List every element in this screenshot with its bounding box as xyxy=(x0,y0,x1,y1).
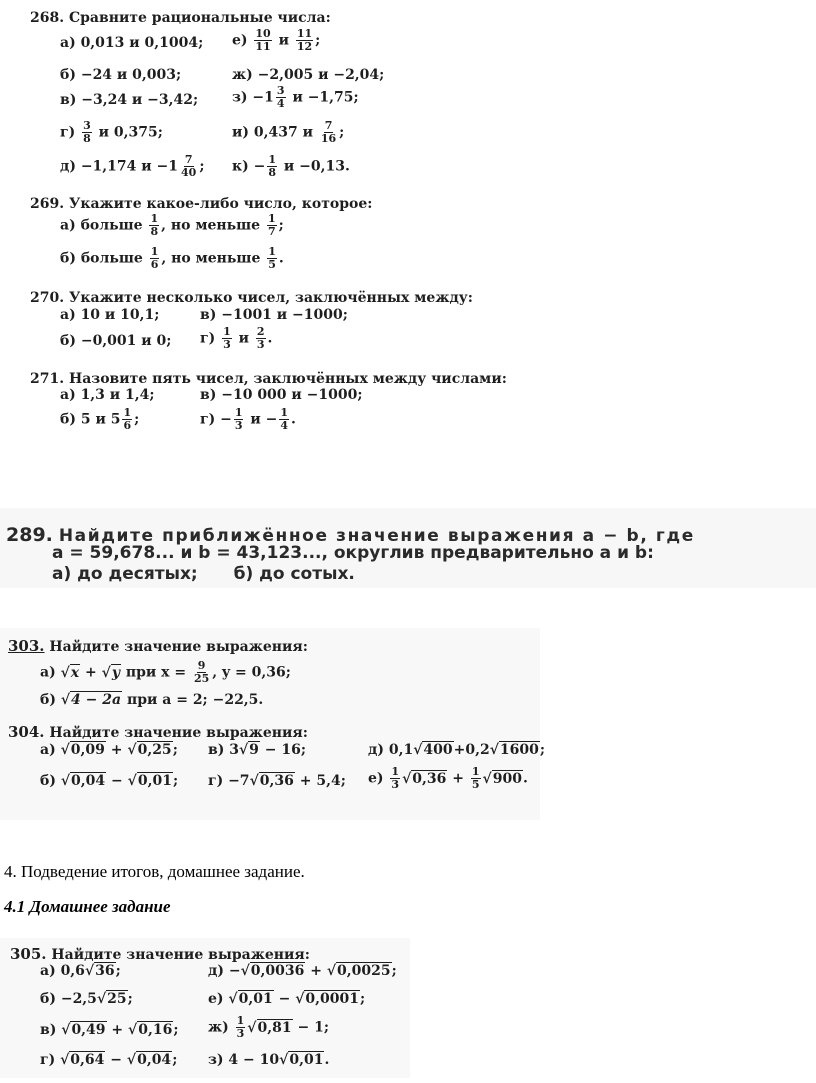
item-268-zh: ж) −2,005 и −2,04; xyxy=(232,67,385,83)
problem-269-header: 269. Укажите какое-либо число, которое: xyxy=(30,196,373,212)
problem-number: 268. xyxy=(30,10,65,26)
problem-304-header: 304. Найдите значение выражения: xyxy=(8,723,308,741)
item-305-v: в) √ 0,49 + √ 0,16; xyxy=(40,1022,179,1038)
item-268-g: г) $\frac{3}{8}$ и 0,375; xyxy=(60,119,163,145)
problem-289-line2: a = 59,678... и b = 43,123..., округлив предварительно a и b: xyxy=(52,543,654,563)
item-304-d: д) 0,1√ 400+0,2√ 1600; xyxy=(368,742,545,758)
item-305-e: е) √ 0,01 − √ 0,0001; xyxy=(208,991,365,1007)
item-269-a: а) больше $\frac{1}{8}$ , но меньше $\frac{1}{7}$ ; xyxy=(60,212,284,238)
item-304-v: в) 3√ 9 − 16; xyxy=(208,742,306,758)
problem-271-header: 271. Назовите пять чисел, заключённых между числами: xyxy=(30,371,507,387)
item-268-d: д) −1,174 и −1 $\frac{7}{40}$ ; xyxy=(60,153,205,179)
item-270-b: б) −0,001 и 0; xyxy=(60,333,172,349)
problem-268-header xyxy=(30,10,331,26)
item-271-a: а) 1,3 и 1,4; xyxy=(60,387,155,403)
problem-289-line1: 289. Найдите приближённое значение выражения a − b, где xyxy=(6,524,695,546)
item-304-a: а) √ 0,09 + √ 0,25; xyxy=(40,742,178,758)
problem-title: Сравните рациональные числа: xyxy=(68,10,331,26)
item-305-a: а) 0,6√ 36; xyxy=(40,963,121,979)
item-268-b: б) −24 и 0,003; xyxy=(60,67,182,83)
section-summary-heading: 4. Подведение итогов, домашнее задание. xyxy=(4,862,305,881)
problem-289-line3: а) до десятых; б) до сотых. xyxy=(52,564,355,584)
item-268-z: з) −1 $\frac{3}{4}$ и −1,75; xyxy=(232,84,359,110)
problem-270-header: 270. Укажите несколько чисел, заключённых между: xyxy=(30,290,473,306)
item-268-a: а) 0,013 и 0,1004; xyxy=(60,35,204,51)
item-269-b: б) больше $\frac{1}{6}$ , но меньше $\frac{1}{5}$ . xyxy=(60,245,284,271)
item-305-g: г) √ 0,64 − √ 0,04; xyxy=(40,1052,177,1068)
problem-305-header: 305. Найдите значение выражения: xyxy=(10,945,310,963)
item-303-b: б) √ 4 − 2a при a = 2; −22,5. xyxy=(40,692,263,708)
item-305-z: з) 4 − 10√ 0,01. xyxy=(208,1052,329,1068)
item-305-b: б) −2,5√ 25; xyxy=(40,991,133,1007)
item-304-e: е) $\frac{1}{3}$ √ 0,36 + $\frac{1}{5}$ √ 900. xyxy=(368,766,528,791)
item-305-d: д) −√ 0,0036 + √ 0,0025; xyxy=(208,963,397,979)
item-270-g: г) $\frac{1}{3}$ и $\frac{2}{3}$ . xyxy=(200,325,273,351)
item-268-e: е) $\frac{10}{11}$ и $\frac{11}{12}$ ; xyxy=(232,27,321,53)
problem-303-header: 303. Найдите значение выражения: xyxy=(8,637,308,655)
homework-heading: 4.1 Домашнее задание xyxy=(4,897,171,916)
item-305-zh: ж) $\frac{1}{3}$ √ 0,81 − 1; xyxy=(208,1015,329,1040)
item-270-a: а) 10 и 10,1; xyxy=(60,307,160,323)
item-304-g: г) −7√ 0,36 + 5,4; xyxy=(208,773,346,789)
item-271-g: г) − $\frac{1}{3}$ и − $\frac{1}{4}$ . xyxy=(200,406,296,432)
item-268-i: и) 0,437 и $\frac{7}{16}$ ; xyxy=(232,119,345,145)
item-271-b: б) 5 и 5 $\frac{1}{6}$ ; xyxy=(60,406,140,432)
item-303-a: а) √ x + √ y при x = $\frac{9}{25}$ , y = 0,36; xyxy=(40,660,291,685)
item-268-v: в) −3,24 и −3,42; xyxy=(60,92,199,108)
item-304-b: б) √ 0,04 − √ 0,01; xyxy=(40,773,178,789)
item-271-v: в) −10 000 и −1000; xyxy=(200,387,363,403)
item-268-k: к) − $\frac{1}{8}$ и −0,13. xyxy=(232,153,350,179)
item-270-v: в) −1001 и −1000; xyxy=(200,307,348,323)
